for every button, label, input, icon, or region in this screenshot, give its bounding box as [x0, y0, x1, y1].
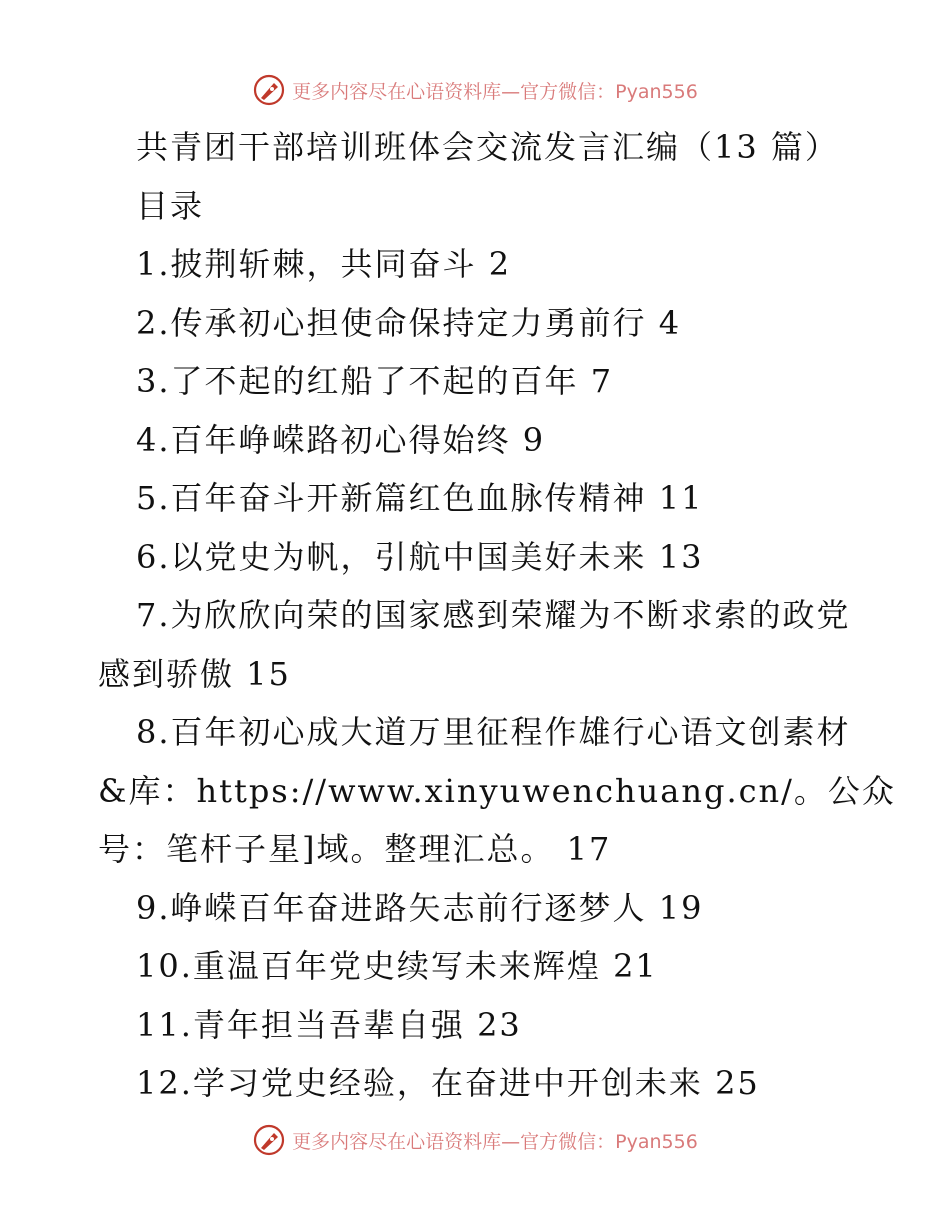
toc-entry-12: 12.学习党史经验，在奋进中开创未来 25: [136, 1064, 760, 1102]
watermark-text: 更多内容尽在心语资料库—官方微信：Pyan556: [292, 1130, 698, 1153]
toc-entry-10: 10.重温百年党史续写未来辉煌 21: [136, 947, 658, 985]
toc-entry-1: 1.披荆斩棘，共同奋斗 2: [136, 245, 512, 283]
pen-nib-logo-icon: [252, 73, 286, 107]
header-watermark: [0, 70, 950, 110]
toc-entry-6: 6.以党史为帆，引航中国美好未来 13: [136, 537, 704, 576]
toc-entry-2: 2.传承初心担使命保持定力勇前行 4: [136, 303, 682, 342]
toc-entry-8: 8.百年初心成大道万里征程作雄行心语文创素材: [136, 713, 851, 751]
document-title: 共青团干部培训班体会交流发言汇编（13 篇）: [136, 128, 839, 166]
toc-heading: 目录: [136, 186, 205, 225]
toc-entry-9: 9.峥嵘百年奋进路矢志前行逐梦人 19: [136, 888, 704, 927]
toc-entry-7: 7.为欣欣向荣的国家感到荣耀为不断求索的政党: [136, 596, 851, 634]
footer-watermark: [0, 1120, 950, 1160]
toc-entry-4: 4.百年峥嵘路初心得始终 9: [136, 420, 546, 459]
toc-entry-11: 11.青年担当吾辈自强 23: [136, 1005, 522, 1044]
toc-entry-3: 3.了不起的红船了不起的百年 7: [136, 362, 614, 400]
toc-entry-8-continued: &库：https://www.xinyuwenchuang.cn/。公众: [98, 771, 896, 810]
document-body: [0, 118, 950, 1113]
toc-entry-8-continued: 号：笔杆子星]域。整理汇总。 17: [98, 830, 612, 868]
pen-nib-logo-icon: [252, 1123, 286, 1157]
watermark-text: 更多内容尽在心语资料库—官方微信：Pyan556: [292, 80, 698, 103]
toc-entry-7-continued: 感到骄傲 15: [98, 654, 291, 693]
toc-entry-5: 5.百年奋斗开新篇红色血脉传精神 11: [136, 479, 704, 517]
